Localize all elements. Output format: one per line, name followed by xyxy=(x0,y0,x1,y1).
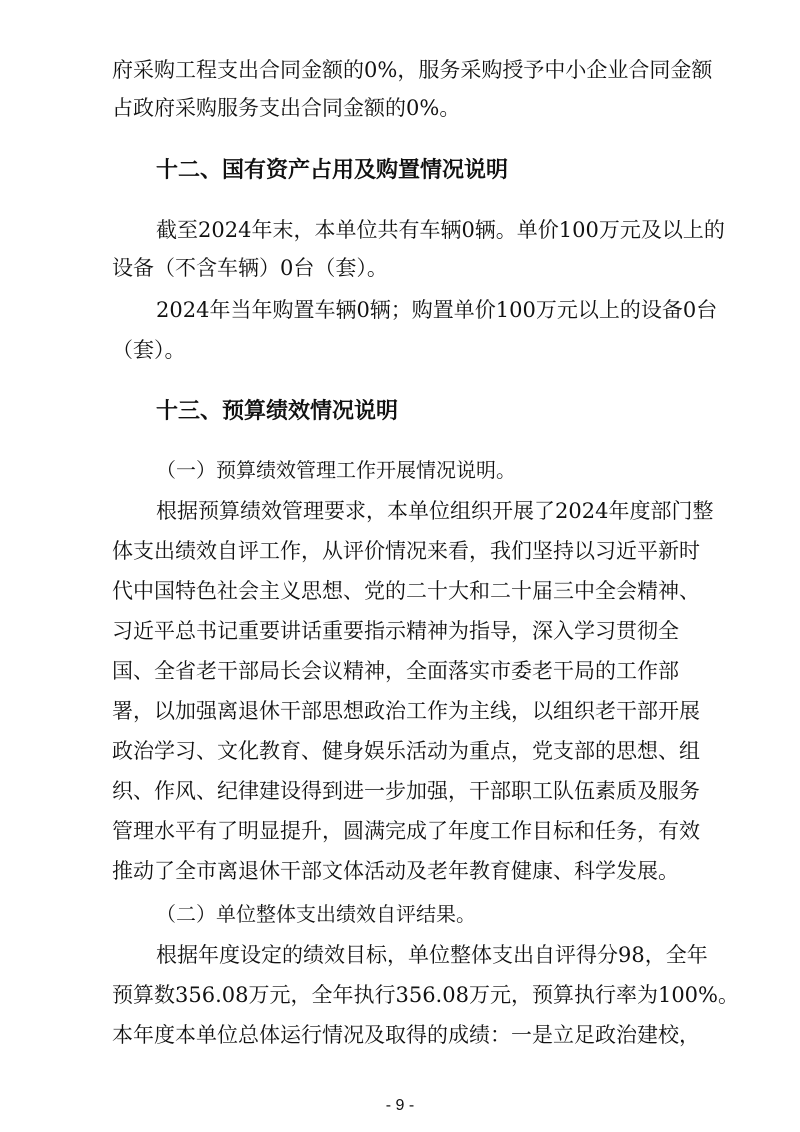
body-line: 政治学习、文化教育、健身娱乐活动为重点，党支部的思想、组 xyxy=(112,739,700,763)
body-line: 占政府采购服务支出合同金额的0%。 xyxy=(112,96,461,120)
body-line: 2024年当年购置车辆0辆；购置单价100万元以上的设备0台 xyxy=(156,298,718,322)
body-line: 习近平总书记重要讲话重要指示精神为指导，深入学习贯彻全 xyxy=(112,619,679,643)
body-line: （套）。 xyxy=(112,338,186,362)
section-heading-13: 十三、预算绩效情况说明 xyxy=(156,399,399,424)
subsection-heading-1: （一）预算绩效管理工作开展情况说明。 xyxy=(156,458,516,482)
body-line: 预算数356.08万元，全年执行356.08万元，预算执行率为100%。 xyxy=(112,983,739,1007)
section-heading-12: 十二、国有资产占用及购置情况说明 xyxy=(156,158,509,183)
body-line: 署，以加强离退休干部思想政治工作为主线，以组织老干部开展 xyxy=(112,699,700,723)
body-line: 截至2024年末，本单位共有车辆0辆。单价100万元及以上的 xyxy=(156,218,725,242)
subsection-heading-2: （二）单位整体支出绩效自评结果。 xyxy=(156,902,476,926)
body-line: 府采购工程支出合同金额的0%，服务采购授予中小企业合同金额 xyxy=(112,58,713,82)
body-line: 体支出绩效自评工作，从评价情况来看，我们坚持以习近平新时 xyxy=(112,539,700,563)
body-line: 管理水平有了明显提升，圆满完成了年度工作目标和任务，有效 xyxy=(112,819,700,843)
page-number: - 9 - xyxy=(385,1097,415,1114)
body-line: 根据年度设定的绩效目标，单位整体支出自评得分98，全年 xyxy=(156,943,708,967)
body-line: 本年度本单位总体运行情况及取得的成绩：一是立足政治建校， xyxy=(112,1023,700,1047)
body-line: 国、全省老干部局长会议精神，全面落实市委老干局的工作部 xyxy=(112,659,679,683)
body-line: 设备（不含车辆）0台（套）。 xyxy=(112,256,388,280)
body-line: 推动了全市离退休干部文体活动及老年教育健康、科学发展。 xyxy=(112,859,679,883)
body-line: 代中国特色社会主义思想、党的二十大和二十届三中全会精神、 xyxy=(112,579,700,603)
body-line: 根据预算绩效管理要求，本单位组织开展了2024年度部门整 xyxy=(156,499,714,523)
body-line: 织、作风、纪律建设得到进一步加强，干部职工队伍素质及服务 xyxy=(112,779,700,803)
